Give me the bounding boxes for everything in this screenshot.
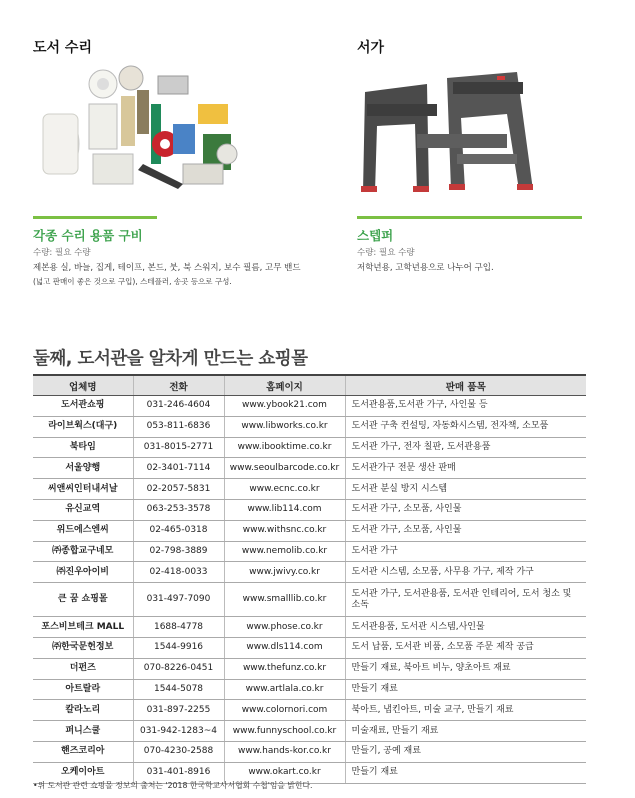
items-cell: 도서 납품, 도서관 비품, 소모품 주문 제작 공급	[345, 637, 586, 658]
table-row	[33, 520, 586, 541]
header-phone: 전화	[133, 375, 224, 396]
table-row	[33, 562, 586, 583]
header-company: 업체명	[33, 375, 133, 396]
homepage-cell: www.ecnc.co.kr	[224, 479, 345, 500]
homepage-cell: www.funnyschool.co.kr	[224, 721, 345, 742]
phone-cell: 070-8226-0451	[133, 658, 224, 679]
items-cell: 만들기 재료, 북아트 비누, 양초아트 재료	[345, 658, 586, 679]
phone-cell: 02-798-3889	[133, 541, 224, 562]
phone-cell: 02-418-0033	[133, 562, 224, 583]
company-name-cell: 아트랄라	[33, 679, 133, 700]
stepper-desc-line1: 저학년용, 고학년용으로 나누어 구입.	[357, 263, 494, 273]
table-header-row	[33, 375, 586, 396]
company-name-cell: 도서관쇼핑	[33, 396, 133, 417]
phone-cell: 02-2057-5831	[133, 479, 224, 500]
table-row	[33, 741, 586, 762]
company-name-cell: 더펀즈	[33, 658, 133, 679]
items-cell: 도서관 가구, 전자 칠판, 도서관용품	[345, 437, 586, 458]
company-name-cell: 포스비브테크 MALL	[33, 617, 133, 638]
homepage-cell: www.withsnc.co.kr	[224, 520, 345, 541]
source-footnote: •위 도서관 관련 쇼핑몰 정보의 출처는 '2018 한국학교사서협회 수첩'임을 밝힌다.	[33, 781, 313, 790]
phone-cell: 1544-5078	[133, 679, 224, 700]
phone-cell: 1544-9916	[133, 637, 224, 658]
table-row	[33, 679, 586, 700]
company-name-cell: 위드에스엔씨	[33, 520, 133, 541]
homepage-cell: www.lib114.com	[224, 499, 345, 520]
phone-cell: 031-246-4604	[133, 396, 224, 417]
phone-cell: 053-811-6836	[133, 416, 224, 437]
table-row	[33, 541, 586, 562]
homepage-cell: www.okart.co.kr	[224, 762, 345, 783]
homepage-cell: www.hands-kor.co.kr	[224, 741, 345, 762]
company-name-cell: 라이브웍스(대구)	[33, 416, 133, 437]
phone-cell: 031-497-7090	[133, 583, 224, 617]
homepage-cell: www.nemolib.co.kr	[224, 541, 345, 562]
homepage-cell: www.ibooktime.co.kr	[224, 437, 345, 458]
items-cell: 미술재료, 만들기 재료	[345, 721, 586, 742]
phone-cell: 031-897-2255	[133, 700, 224, 721]
items-cell: 도서관 분실 방지 시스템	[345, 479, 586, 500]
table-row	[33, 479, 586, 500]
stepper-qty: 수량: 필요 수량	[357, 248, 415, 258]
table-row	[33, 637, 586, 658]
phone-cell: 070-4230-2588	[133, 741, 224, 762]
items-cell: 북아트, 냅킨아트, 미술 교구, 만들기 재료	[345, 700, 586, 721]
stepper-accent-bar	[357, 216, 582, 219]
company-name-cell: ㈜종합교구네모	[33, 541, 133, 562]
table-row	[33, 617, 586, 638]
table-row	[33, 721, 586, 742]
table-row	[33, 700, 586, 721]
table-row	[33, 658, 586, 679]
repair-section-title: 도서 수리	[33, 40, 92, 56]
company-name-cell: 칼라노리	[33, 700, 133, 721]
homepage-cell: www.jwivy.co.kr	[224, 562, 345, 583]
phone-cell: 02-465-0318	[133, 520, 224, 541]
phone-cell: 031-401-8916	[133, 762, 224, 783]
items-cell: 도서관용품, 도서관 시스템,사인물	[345, 617, 586, 638]
items-cell: 도서관 가구, 소모품, 사인물	[345, 520, 586, 541]
items-cell: 도서관용품,도서관 가구, 사인물 등	[345, 396, 586, 417]
repair-supplies-photo	[33, 64, 245, 200]
phone-cell: 031-8015-2771	[133, 437, 224, 458]
homepage-cell: www.dls114.com	[224, 637, 345, 658]
company-name-cell: 퍼니스쿨	[33, 721, 133, 742]
company-name-cell: 핸즈코리아	[33, 741, 133, 762]
table-row	[33, 583, 586, 617]
company-name-cell: 큰 꿈 쇼핑몰	[33, 583, 133, 617]
homepage-cell: www.phose.co.kr	[224, 617, 345, 638]
phone-cell: 063-253-3578	[133, 499, 224, 520]
items-cell: 만들기 재료	[345, 679, 586, 700]
homepage-cell: www.ybook21.com	[224, 396, 345, 417]
phone-cell: 031-942-1283~4	[133, 721, 224, 742]
company-name-cell: 오케이아트	[33, 762, 133, 783]
repair-desc-line1: 제본용 실, 바늘, 집게, 테이프, 본드, 붓, 북 스워지, 보수 필름, 고무 밴드	[33, 263, 301, 273]
phone-cell: 1688-4778	[133, 617, 224, 638]
phone-cell: 02-3401-7114	[133, 458, 224, 479]
company-name-cell: 유신교역	[33, 499, 133, 520]
items-cell: 만들기 재료	[345, 762, 586, 783]
table-row	[33, 499, 586, 520]
shopping-mall-table	[33, 374, 586, 784]
table-row	[33, 458, 586, 479]
homepage-cell: www.thefunz.co.kr	[224, 658, 345, 679]
header-items: 판매 품목	[345, 375, 586, 396]
homepage-cell: www.smalllib.co.kr	[224, 583, 345, 617]
homepage-cell: www.colornori.com	[224, 700, 345, 721]
items-cell: 도서관 가구, 도서관용품, 도서관 인테리어, 도서 청소 및 소독	[345, 583, 586, 617]
repair-accent-bar	[33, 216, 157, 219]
stepper-photo	[357, 64, 547, 200]
items-cell: 도서관 가구, 소모품, 사인물	[345, 499, 586, 520]
table-row	[33, 416, 586, 437]
items-cell: 도서관가구 전문 생산 판매	[345, 458, 586, 479]
company-name-cell: ㈜진우아이비	[33, 562, 133, 583]
table-row	[33, 437, 586, 458]
items-cell: 도서관 가구	[345, 541, 586, 562]
stepper-item-title: 스텝퍼	[357, 228, 394, 243]
homepage-cell: www.libworks.co.kr	[224, 416, 345, 437]
company-name-cell: 북타임	[33, 437, 133, 458]
items-cell: 만들기, 공예 재료	[345, 741, 586, 762]
table-row	[33, 396, 586, 417]
repair-item-title: 각종 수리 용품 구비	[33, 228, 143, 243]
company-name-cell: 씨앤씨인터내셔날	[33, 479, 133, 500]
items-cell: 도서관 시스템, 소모품, 사무용 가구, 제작 가구	[345, 562, 586, 583]
repair-qty: 수량: 필요 수량	[33, 248, 91, 258]
shelf-section-title: 서가	[357, 40, 385, 56]
company-name-cell: ㈜한국문헌정보	[33, 637, 133, 658]
company-name-cell: 서울양행	[33, 458, 133, 479]
header-homepage: 홈페이지	[224, 375, 345, 396]
items-cell: 도서관 구축 컨설팅, 자동화시스템, 전자책, 소모품	[345, 416, 586, 437]
homepage-cell: www.seoulbarcode.co.kr	[224, 458, 345, 479]
homepage-cell: www.artlala.co.kr	[224, 679, 345, 700]
repair-desc-line2: (넓고 판매이 좋은 것으로 구입), 스테플러, 송곳 등으로 구성.	[33, 277, 232, 286]
shopping-mall-heading: 둘째, 도서관을 알차게 만드는 쇼핑몰	[33, 349, 308, 369]
